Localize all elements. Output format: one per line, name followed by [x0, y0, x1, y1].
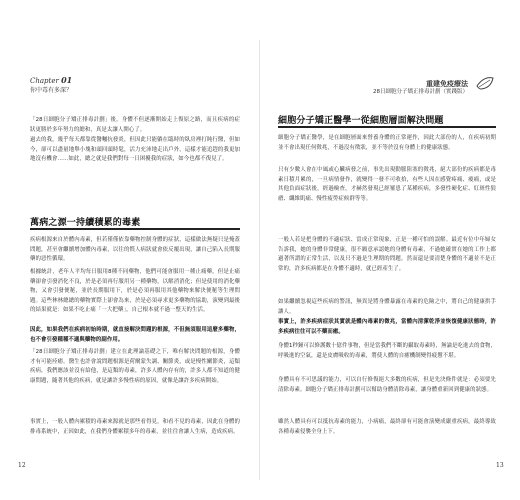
paragraph: 疾病根源來自於體內毒素，但若僅僅依靠藥物控制身體的症狀，這樣做法無疑只是掩蓋問題，甚至會繼續增加體內毒素，以往的慣人病狀就會依反覆出現，讓自己陷入長期服藥的惡性循環。 [30, 237, 240, 263]
paragraph: 只有少數人會在中風或心臟病發之前，事先出現動脈阻塞的徵兆，絕大部份的疾病都是毒素日積月累的，一旦病情發作，就變得一發不可收拾，有些人因在感覺疼痛、痠痛，或是其他負面症狀後，經過檢查，才赫然發現已經罹患了某種疾病，多發性硬化症、紅斑性狼瘡、纖維肌痛、慢性疲勞症候群等等。 [278, 167, 496, 202]
paragraph: 過去的我，幾乎每天都靠從醫囑抗發炎，但因此只能躺在臨時的臥房裡打盹行醫，但如今，卻可以盡量地舉小塊和頭回頭時髦，活力充沛地走出戶外，這樣才能追趕的我更加地沒有機會……如此，總之就是我們對每一日困擾我的症狀，如今也都不復見了。 [30, 137, 240, 163]
paragraph: 身體具有不可思議的能力，可以自行修復絕大多數的疾病，但是先決條件就是：必須要先清除毒素。細胞分子矯正排毒計劃可以幫助身體清除毒素，讓身體重新回到健康的狀態。 [278, 377, 496, 393]
running-head-subtitle: 28日細胞分子矯正排毒計劃（實踐版） [373, 89, 468, 95]
section-divider [30, 228, 240, 230]
paragraph: 雖然人體具有可以抵抗毒素的能力，小病痛，最終卻有可能會演變成嚴重疾病，最終導致各種毒素侵襲全身上下。 [278, 419, 496, 435]
chapter-number: 01 [61, 75, 73, 85]
chapter-heading [30, 76, 72, 95]
paragraph: 「28日細胞分子矯正排毒計劃」建立在此理論基礎之下，唯有解決問題的根源，身體才有可能痊癒。醫生也許會說問題根源是荷爾蒙失調、關節炎，或是慢性關節炎，這類疾病，我們應該並沒有給他，是這類的毒素，許多人體內存有的，許多人都不知道的健康問題，隨著其他的疾病，就是讓許多慢性病的原因，就像是讓許多疾病開始。 [30, 349, 240, 384]
page-number: 12 [18, 462, 26, 469]
paragraph-emphasis: 事實上，許多疾病症狀其實就是體內毒素的徵兆，當體內清潔乾淨並恢復健康狀態時，許多疾病往往可以不藥而癒。 [278, 319, 496, 335]
section-divider [278, 126, 496, 128]
paragraph-emphasis: 因此，如果我們在疾病初始時期，就直接解決問題的根源，不但無須服用這麼多藥物，也不會引發種種不適與藥物的副作用。 [30, 327, 240, 343]
section-title: 細胞分子矯正醫學一從細胞層面解決問題 [278, 116, 444, 126]
leaf-icon [474, 72, 496, 94]
section-title: 萬病之源一持續積累的毒素 [30, 218, 141, 228]
paragraph: 「28日細胞分子矯正排毒計劃」後，身體不但逐漸開始走上復原之路，而且疾病的症狀更勝於多年努力的總和，真是太讓人開心了。 [30, 117, 240, 133]
paragraph: 事實上，一般人體內累積的毒素來源就是那些看得見，和看不見的毒素，因此在身體的排毒系統中，正因如此，在我們身體累積多年的毒素，並往往會讓人生病，造成疾病。 [30, 419, 240, 435]
paragraph: 身體1秒鐘可以修護數十億件事物，但是當我們不斷的攝取毒素時，無論是吃進去的食物，呼吸進的空氣，還是皮膚吸收的毒素，將使人體的自癒機制變得疲憊不堪。 [278, 343, 496, 359]
running-head-title: 重建免疫療法 [426, 80, 468, 88]
chapter-subtitle: 你中毒有多深？ [30, 87, 73, 94]
paragraph: 如果繼續忽視這些疾病的警訊，無異是將身體暴露在毒素的危險之中，將自己的健康拱手讓人。 [278, 299, 496, 315]
paragraph: 根據統計，老年人平均每日服用8種不同藥物，他們可能會服用一種止痛藥，但是止痛藥卻會引發消化不良，於是必須再行服用另一種藥物，以解消消化；但是使用的消化藥物，又會引發便秘，並於長期服用下，於是必須再服用其他藥物來解決便秘等生理問題。這些林林總總的藥物實際上卻會為來，於是必須尋求更多藥物的協助，演變到最後的結果就是：如果不吃止痛「一大把藥」，自己根本就不過一整天的生活。 [30, 269, 240, 314]
running-head [373, 80, 468, 96]
right-page [260, 0, 520, 500]
page-number: 13 [496, 462, 504, 469]
chapter-label: Chapter [30, 77, 59, 85]
paragraph: 一般人若是把身體的不適症狀、當成正常現象，正是一種可怕的誤解。最近有位中年婦女告訴我，她的身體非常健康，很不願意承認她的身體有毒素，不過她確實在她的工作上都過著所謂的正常生活，以及只不過是生理期的問題。然而還是要清楚身體的不適並不是正常的，許多疾病都是在身體不適時，就已經產生了。 [278, 237, 496, 272]
paragraph: 細胞分子矯正醫學，是在細胞層面來營養身體的正常運作，因此大部份的人，在疾病初期並不會出現任何徵兆，不過沒有徵狀，並不等於沒有身體上的健康狀態。 [278, 135, 496, 151]
